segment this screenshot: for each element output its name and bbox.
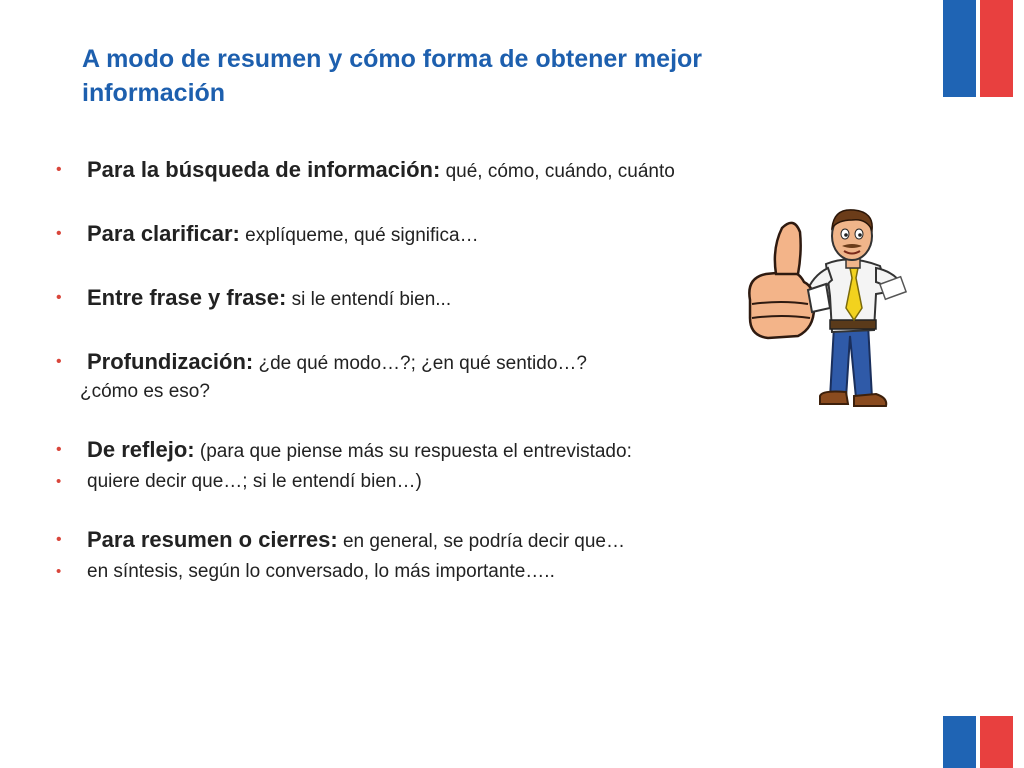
- item-lead: Profundización:: [87, 349, 254, 374]
- item-lead: Para clarificar:: [87, 221, 240, 246]
- bullet-icon: •: [56, 441, 62, 458]
- bullet-icon: •: [56, 473, 62, 490]
- item-text: si le entendí bien...: [286, 289, 452, 310]
- bullet-icon: •: [56, 289, 62, 306]
- item-sub-text: quiere decir que…; si le entendí bien…): [87, 471, 422, 492]
- item-text: qué, cómo, cuándo, cuánto: [440, 161, 675, 182]
- item-lead: De reflejo:: [87, 437, 195, 462]
- flag-stripe-top: [943, 0, 1013, 97]
- item-text: (para que piense más su respuesta el entrevistado:: [194, 441, 632, 462]
- flag-stripe-bottom: [943, 716, 1013, 768]
- item-text: ¿de qué modo…?; ¿en qué sentido…?: [253, 353, 587, 374]
- bullet-icon: •: [56, 353, 62, 370]
- bullet-list: [56, 156, 756, 586]
- list-item: [56, 348, 756, 378]
- list-item: [56, 436, 756, 466]
- item-lead: Para la búsqueda de información:: [87, 157, 441, 182]
- bullet-icon: •: [56, 225, 62, 242]
- thumbs-up-man-illustration: [742, 208, 914, 420]
- item-text: en general, se podría decir que…: [337, 531, 625, 552]
- list-item: [56, 156, 756, 186]
- list-item-sub: [56, 558, 756, 586]
- list-item: [56, 526, 756, 556]
- item-text: explíqueme, qué significa…: [239, 225, 479, 246]
- item-lead: Entre frase y frase:: [87, 285, 287, 310]
- bullet-icon: •: [56, 161, 62, 178]
- item-lead: Para resumen o cierres:: [87, 527, 338, 552]
- slide-title: A modo de resumen y cómo forma de obtener mejor información: [82, 45, 703, 107]
- item-continuation: ¿cómo es eso?: [80, 381, 210, 402]
- list-item: [56, 284, 756, 314]
- bullet-icon: •: [56, 563, 62, 580]
- bullet-icon: •: [56, 531, 62, 548]
- item-sub-text: en síntesis, según lo conversado, lo más importante…..: [87, 561, 555, 582]
- list-item-sub: [56, 468, 756, 496]
- list-item: [56, 220, 756, 250]
